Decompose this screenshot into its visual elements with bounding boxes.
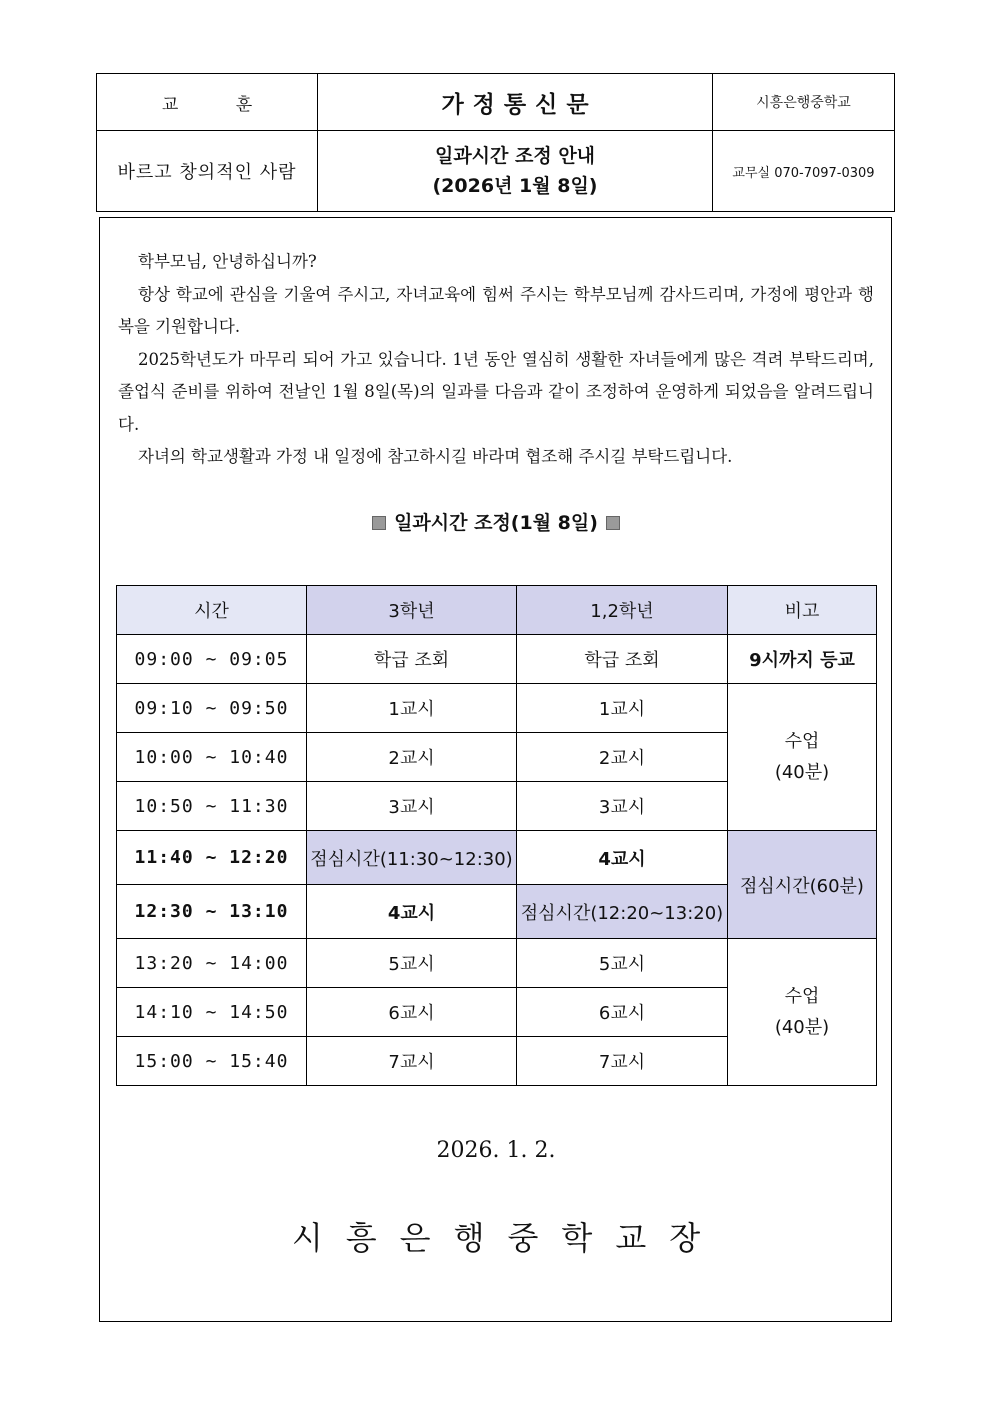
grade12-cell: 7교시: [517, 1037, 728, 1086]
contact-phone: 교무실 070-7097-0309: [732, 165, 875, 181]
table-row: [117, 939, 877, 988]
time-cell: 12:30 ~ 13:10: [117, 885, 307, 939]
grade12-cell: 학급 조회: [517, 635, 728, 684]
grade12-cell: 4교시: [517, 831, 728, 885]
request-paragraph: 자녀의 학교생활과 가정 내 일정에 참고하시길 바라며 협조해 주시길 부탁드립니다.: [138, 447, 733, 466]
section-title: [0, 508, 992, 535]
school-motto: 바르고 창의적인 사람: [117, 162, 297, 183]
page-title: 가정통신문: [441, 91, 598, 118]
grade3-cell: 5교시: [307, 939, 517, 988]
header-note: 비고: [728, 586, 877, 635]
header-table: [96, 73, 895, 212]
grade3-cell: 3교시: [307, 782, 517, 831]
grade3-cell: 7교시: [307, 1037, 517, 1086]
time-cell: 09:00 ~ 09:05: [117, 635, 307, 684]
grade12-lunch-cell: 점심시간(12:20~13:20): [517, 885, 728, 939]
grade3-cell: 4교시: [307, 885, 517, 939]
time-cell: 15:00 ~ 15:40: [117, 1037, 307, 1086]
motto-label-cell: [97, 74, 318, 131]
subtitle-line1: 일과시간 조정 안내: [434, 145, 596, 167]
square-bullet-icon: [606, 516, 620, 530]
time-cell: 10:00 ~ 10:40: [117, 733, 307, 782]
principal-signature: 시흥은행중학교장: [291, 1219, 724, 1257]
square-bullet-icon: [372, 516, 386, 530]
motto-label: 교 훈: [161, 94, 279, 115]
note-cell-class: [728, 684, 877, 831]
note-cell-class: [728, 939, 877, 1086]
table-header-row: [117, 586, 877, 635]
thanks-paragraph: 항상 학교에 관심을 기울여 주시고, 자녀교육에 힘써 주시는 학부모님께 감사드리며, 가정에 평안과 행복을 기원합니다.: [118, 284, 874, 336]
issue-date: 2026. 1. 2.: [436, 1138, 556, 1163]
time-cell: 11:40 ~ 12:20: [117, 831, 307, 885]
letter-body: [118, 246, 874, 474]
school-name-cell: [713, 74, 895, 131]
note-cell-lunch: 점심시간(60분): [728, 831, 877, 939]
note-class-label: 수업: [784, 731, 820, 752]
school-name: 시흥은행중학교: [756, 95, 851, 111]
section-title-text: 일과시간 조정(1월 8일): [394, 512, 598, 534]
schedule-table: [116, 585, 877, 1086]
title-cell: [318, 74, 713, 131]
time-cell: 09:10 ~ 09:50: [117, 684, 307, 733]
time-cell: 10:50 ~ 11:30: [117, 782, 307, 831]
grade12-cell: 5교시: [517, 939, 728, 988]
header-grade3: 3학년: [307, 586, 517, 635]
grade12-cell: 6교시: [517, 988, 728, 1037]
motto-cell: [97, 131, 318, 212]
subtitle-cell: [318, 131, 713, 212]
table-row: [117, 635, 877, 684]
grade3-cell: 6교시: [307, 988, 517, 1037]
table-row: [117, 831, 877, 885]
subtitle-line2: (2026년 1월 8일): [432, 175, 598, 197]
greeting-paragraph: 학부모님, 안녕하십니까?: [138, 252, 317, 271]
time-cell: 13:20 ~ 14:00: [117, 939, 307, 988]
grade12-cell: 2교시: [517, 733, 728, 782]
grade12-cell: 1교시: [517, 684, 728, 733]
grade12-cell: 3교시: [517, 782, 728, 831]
grade3-cell: 2교시: [307, 733, 517, 782]
time-cell: 14:10 ~ 14:50: [117, 988, 307, 1037]
note-cell: 9시까지 등교: [728, 635, 877, 684]
note-class-duration: (40분): [774, 1017, 830, 1038]
table-row: [117, 684, 877, 733]
header-grade12: 1,2학년: [517, 586, 728, 635]
grade3-cell: 1교시: [307, 684, 517, 733]
header-time: 시간: [117, 586, 307, 635]
note-class-duration: (40분): [774, 762, 830, 783]
contact-cell: [713, 131, 895, 212]
grade3-cell: 학급 조회: [307, 635, 517, 684]
notice-paragraph: 2025학년도가 마무리 되어 가고 있습니다. 1년 동안 열심히 생활한 자녀들에게 많은 격려 부탁드리며, 졸업식 준비를 위하여 전날인 1월 8일(목)의 일과를 다음과 같이 조정하여 운영하게 되었음을 알려드립니다.: [118, 349, 874, 434]
note-class-label: 수업: [784, 986, 820, 1007]
grade3-lunch-cell: 점심시간(11:30~12:30): [307, 831, 517, 885]
